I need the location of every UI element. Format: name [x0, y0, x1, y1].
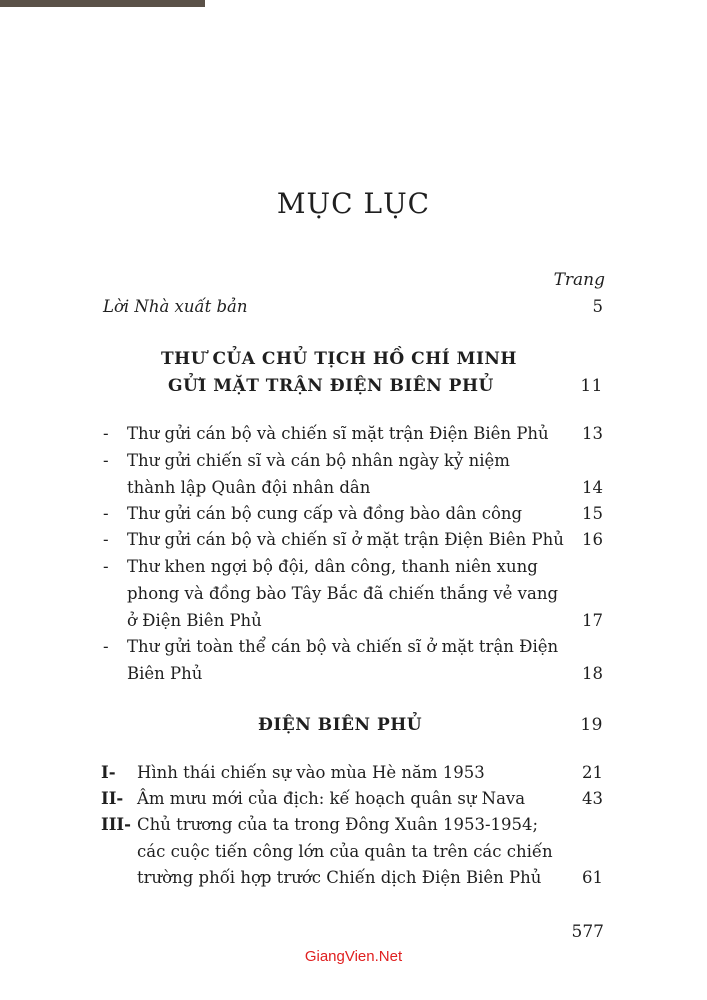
- toc-entry-page: 5: [592, 297, 603, 316]
- section-heading-line: THƯ CỦA CHỦ TỊCH HỒ CHÍ MINH: [161, 349, 517, 369]
- roman-numeral: II-: [101, 789, 124, 808]
- toc-entry-label: Thư gửi cán bộ và chiến sĩ mặt trận Điện Biên Phủ: [127, 424, 549, 443]
- toc-entry-page: 15: [582, 504, 603, 523]
- toc-entry-page: 17: [582, 611, 603, 630]
- toc-entry-page: 16: [582, 530, 603, 549]
- bullet-dash: -: [103, 424, 109, 443]
- toc-entry-label: các cuộc tiến công lớn của quân ta trên các chiến: [137, 842, 553, 861]
- toc-entry-label: phong và đồng bào Tây Bắc đã chiến thắng vẻ vang: [127, 584, 559, 603]
- toc-entry-page: 18: [582, 664, 603, 683]
- toc-entry-label: ở Điện Biên Phủ: [127, 611, 262, 630]
- toc-entry-page: 43: [582, 789, 603, 808]
- toc-entry-label: Chủ trương của ta trong Đông Xuân 1953-1954;: [137, 815, 539, 834]
- toc-entry-label: Âm mưu mới của địch: kế hoạch quân sự Nava: [137, 789, 526, 808]
- watermark: GiangVien.Net: [304, 948, 403, 965]
- toc-entry-label: thành lập Quân đội nhân dân: [127, 478, 371, 497]
- toc-entry-label: Thư gửi cán bộ cung cấp và đồng bào dân công: [127, 504, 523, 523]
- toc-entry-label: trường phối hợp trước Chiến dịch Điện Biên Phủ: [137, 868, 542, 887]
- toc-entry-label: Thư gửi cán bộ và chiến sĩ ở mặt trận Điện Biên Phủ: [127, 530, 564, 549]
- scan-edge-shadow: [0, 0, 205, 7]
- bullet-dash: -: [103, 557, 109, 576]
- toc-entry-label: Lời Nhà xuất bản: [103, 297, 248, 316]
- bullet-dash: -: [103, 451, 109, 470]
- toc-entry-label: Thư gửi chiến sĩ và cán bộ nhân ngày kỷ niệm: [127, 451, 510, 470]
- page-number: 577: [571, 922, 604, 942]
- bullet-dash: -: [103, 530, 109, 549]
- toc-entry-label: Hình thái chiến sự vào mùa Hè năm 1953: [137, 763, 485, 782]
- toc-entry-label: Thư khen ngợi bộ đội, dân công, thanh niên xung: [127, 557, 538, 576]
- page-column-header: Trang: [553, 270, 605, 290]
- bullet-dash: -: [103, 504, 109, 523]
- bullet-dash: -: [103, 637, 109, 656]
- roman-numeral: I-: [101, 763, 116, 782]
- section-page: 19: [580, 715, 603, 735]
- roman-numeral: III-: [101, 815, 132, 834]
- toc-entry-label: Thư gửi toàn thể cán bộ và chiến sĩ ở mặt trận Điện: [127, 637, 559, 656]
- page-title: MỤC LỤC: [276, 187, 431, 220]
- toc-entry-page: 61: [582, 868, 603, 887]
- section-heading-line: ĐIỆN BIÊN PHỦ: [258, 715, 423, 735]
- toc-entry-label: Biên Phủ: [127, 664, 203, 683]
- toc-entry-page: 14: [582, 478, 603, 497]
- toc-entry-page: 13: [582, 424, 603, 443]
- toc-entry-page: 21: [582, 763, 603, 782]
- section-heading-line: GỬI MẶT TRẬN ĐIỆN BIÊN PHỦ: [168, 376, 494, 396]
- section-page: 11: [580, 376, 603, 396]
